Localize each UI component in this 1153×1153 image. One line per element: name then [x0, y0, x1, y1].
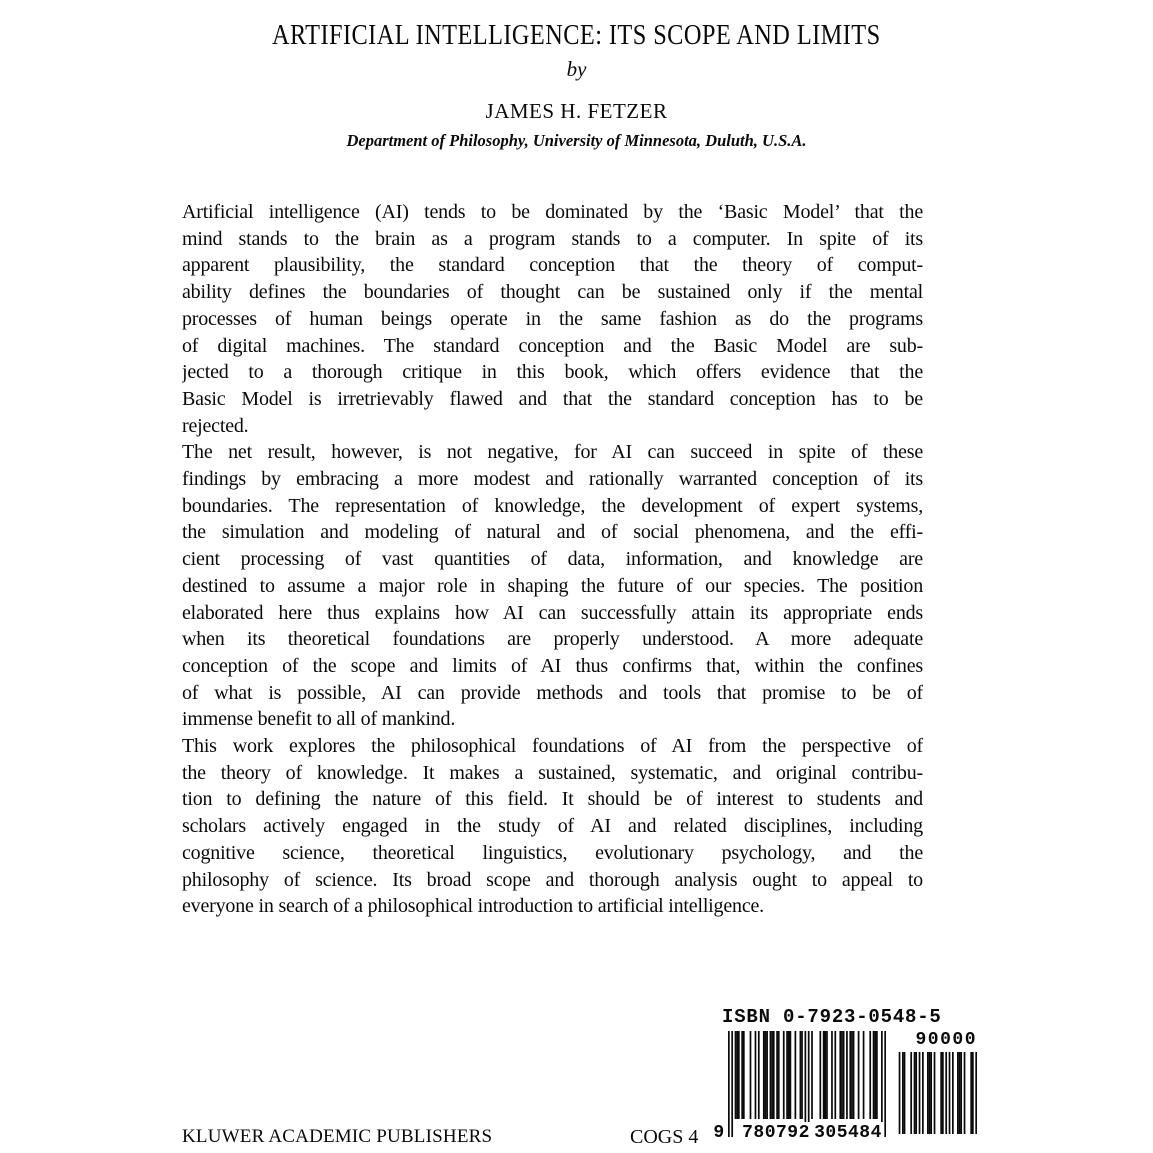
abstract-line: jected to a thorough critique in this book, which offers evidence that the	[182, 361, 923, 384]
supplement-value: 90000	[915, 1030, 977, 1050]
abstract-line: scholars actively engaged in the study of AI and related disciplines, including	[182, 815, 923, 838]
publisher-name: KLUWER ACADEMIC PUBLISHERS	[182, 1126, 493, 1147]
abstract-line: apparent plausibility, the standard conception that the theory of comput-	[182, 254, 923, 277]
ean5-barcode-svg	[897, 1052, 977, 1134]
abstract-line: destined to assume a major role in shaping the future of our species. The position	[182, 574, 923, 597]
abstract-line: elaborated here thus explains how AI can successfully attain its appropriate ends	[182, 601, 923, 624]
abstract-line: of what is possible, AI can provide methods and tools that promise to be of	[182, 681, 923, 704]
abstract-line: processes of human beings operate in the same fashion as do the programs	[182, 307, 923, 330]
abstract-line: This work explores the philosophical foundations of AI from the perspective of	[182, 735, 923, 758]
abstract-paragraph	[182, 199, 923, 439]
abstract-line: of digital machines. The standard conception and the Basic Model are sub-	[182, 334, 923, 357]
abstract-line: conception of the scope and limits of AI thus confirms that, within the confines	[182, 654, 923, 677]
abstract-line: everyone in search of a philosophical introduction to artificial intelligence.	[182, 895, 764, 918]
abstract-line: the theory of knowledge. It makes a sustained, systematic, and original contribu-	[182, 761, 923, 784]
byline: by	[566, 57, 587, 81]
abstract-line: The net result, however, is not negative, for AI can succeed in spite of these	[182, 441, 923, 464]
book-title-text: ARTIFICIAL INTELLIGENCE: ITS SCOPE AND LIMITS	[272, 19, 881, 52]
barcode-digit-left: 780792	[742, 1123, 810, 1143]
abstract-line: ability defines the boundaries of thought can be sustained only if the mental	[182, 281, 923, 304]
abstract-line: mind stands to the brain as a program stands to a computer. In spite of its	[182, 227, 923, 250]
abstract-paragraph	[182, 733, 923, 920]
isbn-barcode-block	[710, 1004, 990, 1153]
abstract	[182, 199, 923, 920]
abstract-paragraph	[182, 439, 923, 733]
isbn-label: ISBN 0-7923-0548-5	[722, 1006, 942, 1028]
abstract-line: cognitive science, theoretical linguistics, evolutionary psychology, and the	[182, 841, 923, 864]
abstract-line: cient processing of vast quantities of data, information, and knowledge are	[182, 548, 923, 571]
abstract-line: the simulation and modeling of natural and of social phenomena, and the effi-	[182, 521, 923, 544]
abstract-line: immense benefit to all of mankind.	[182, 708, 456, 731]
abstract-line: findings by embracing a more modest and rationally warranted conception of its	[182, 468, 923, 491]
abstract-line: philosophy of science. Its broad scope and thorough analysis ought to appeal to	[182, 868, 923, 891]
abstract-line: when its theoretical foundations are properly understood. A more adequate	[182, 628, 923, 651]
abstract-line: Basic Model is irretrievably flawed and that the standard conception has to be	[182, 387, 923, 410]
author-affiliation: Department of Philosophy, University of Minnesota, Duluth, U.S.A.	[346, 131, 807, 150]
author-name: JAMES H. FETZER	[485, 99, 668, 123]
abstract-line: rejected.	[182, 414, 249, 437]
page-title	[0, 19, 1153, 52]
abstract-line: tion to defining the nature of this field. It should be of interest to students and	[182, 788, 923, 811]
abstract-line: boundaries. The representation of knowledge, the development of expert systems,	[182, 494, 923, 517]
barcode-digit-lead: 9	[713, 1123, 725, 1143]
barcode-digit-right: 305484	[814, 1123, 882, 1143]
series-code: COGS 4	[630, 1126, 699, 1148]
abstract-line: Artificial intelligence (AI) tends to be dominated by the ‘Basic Model’ that the	[182, 201, 923, 223]
